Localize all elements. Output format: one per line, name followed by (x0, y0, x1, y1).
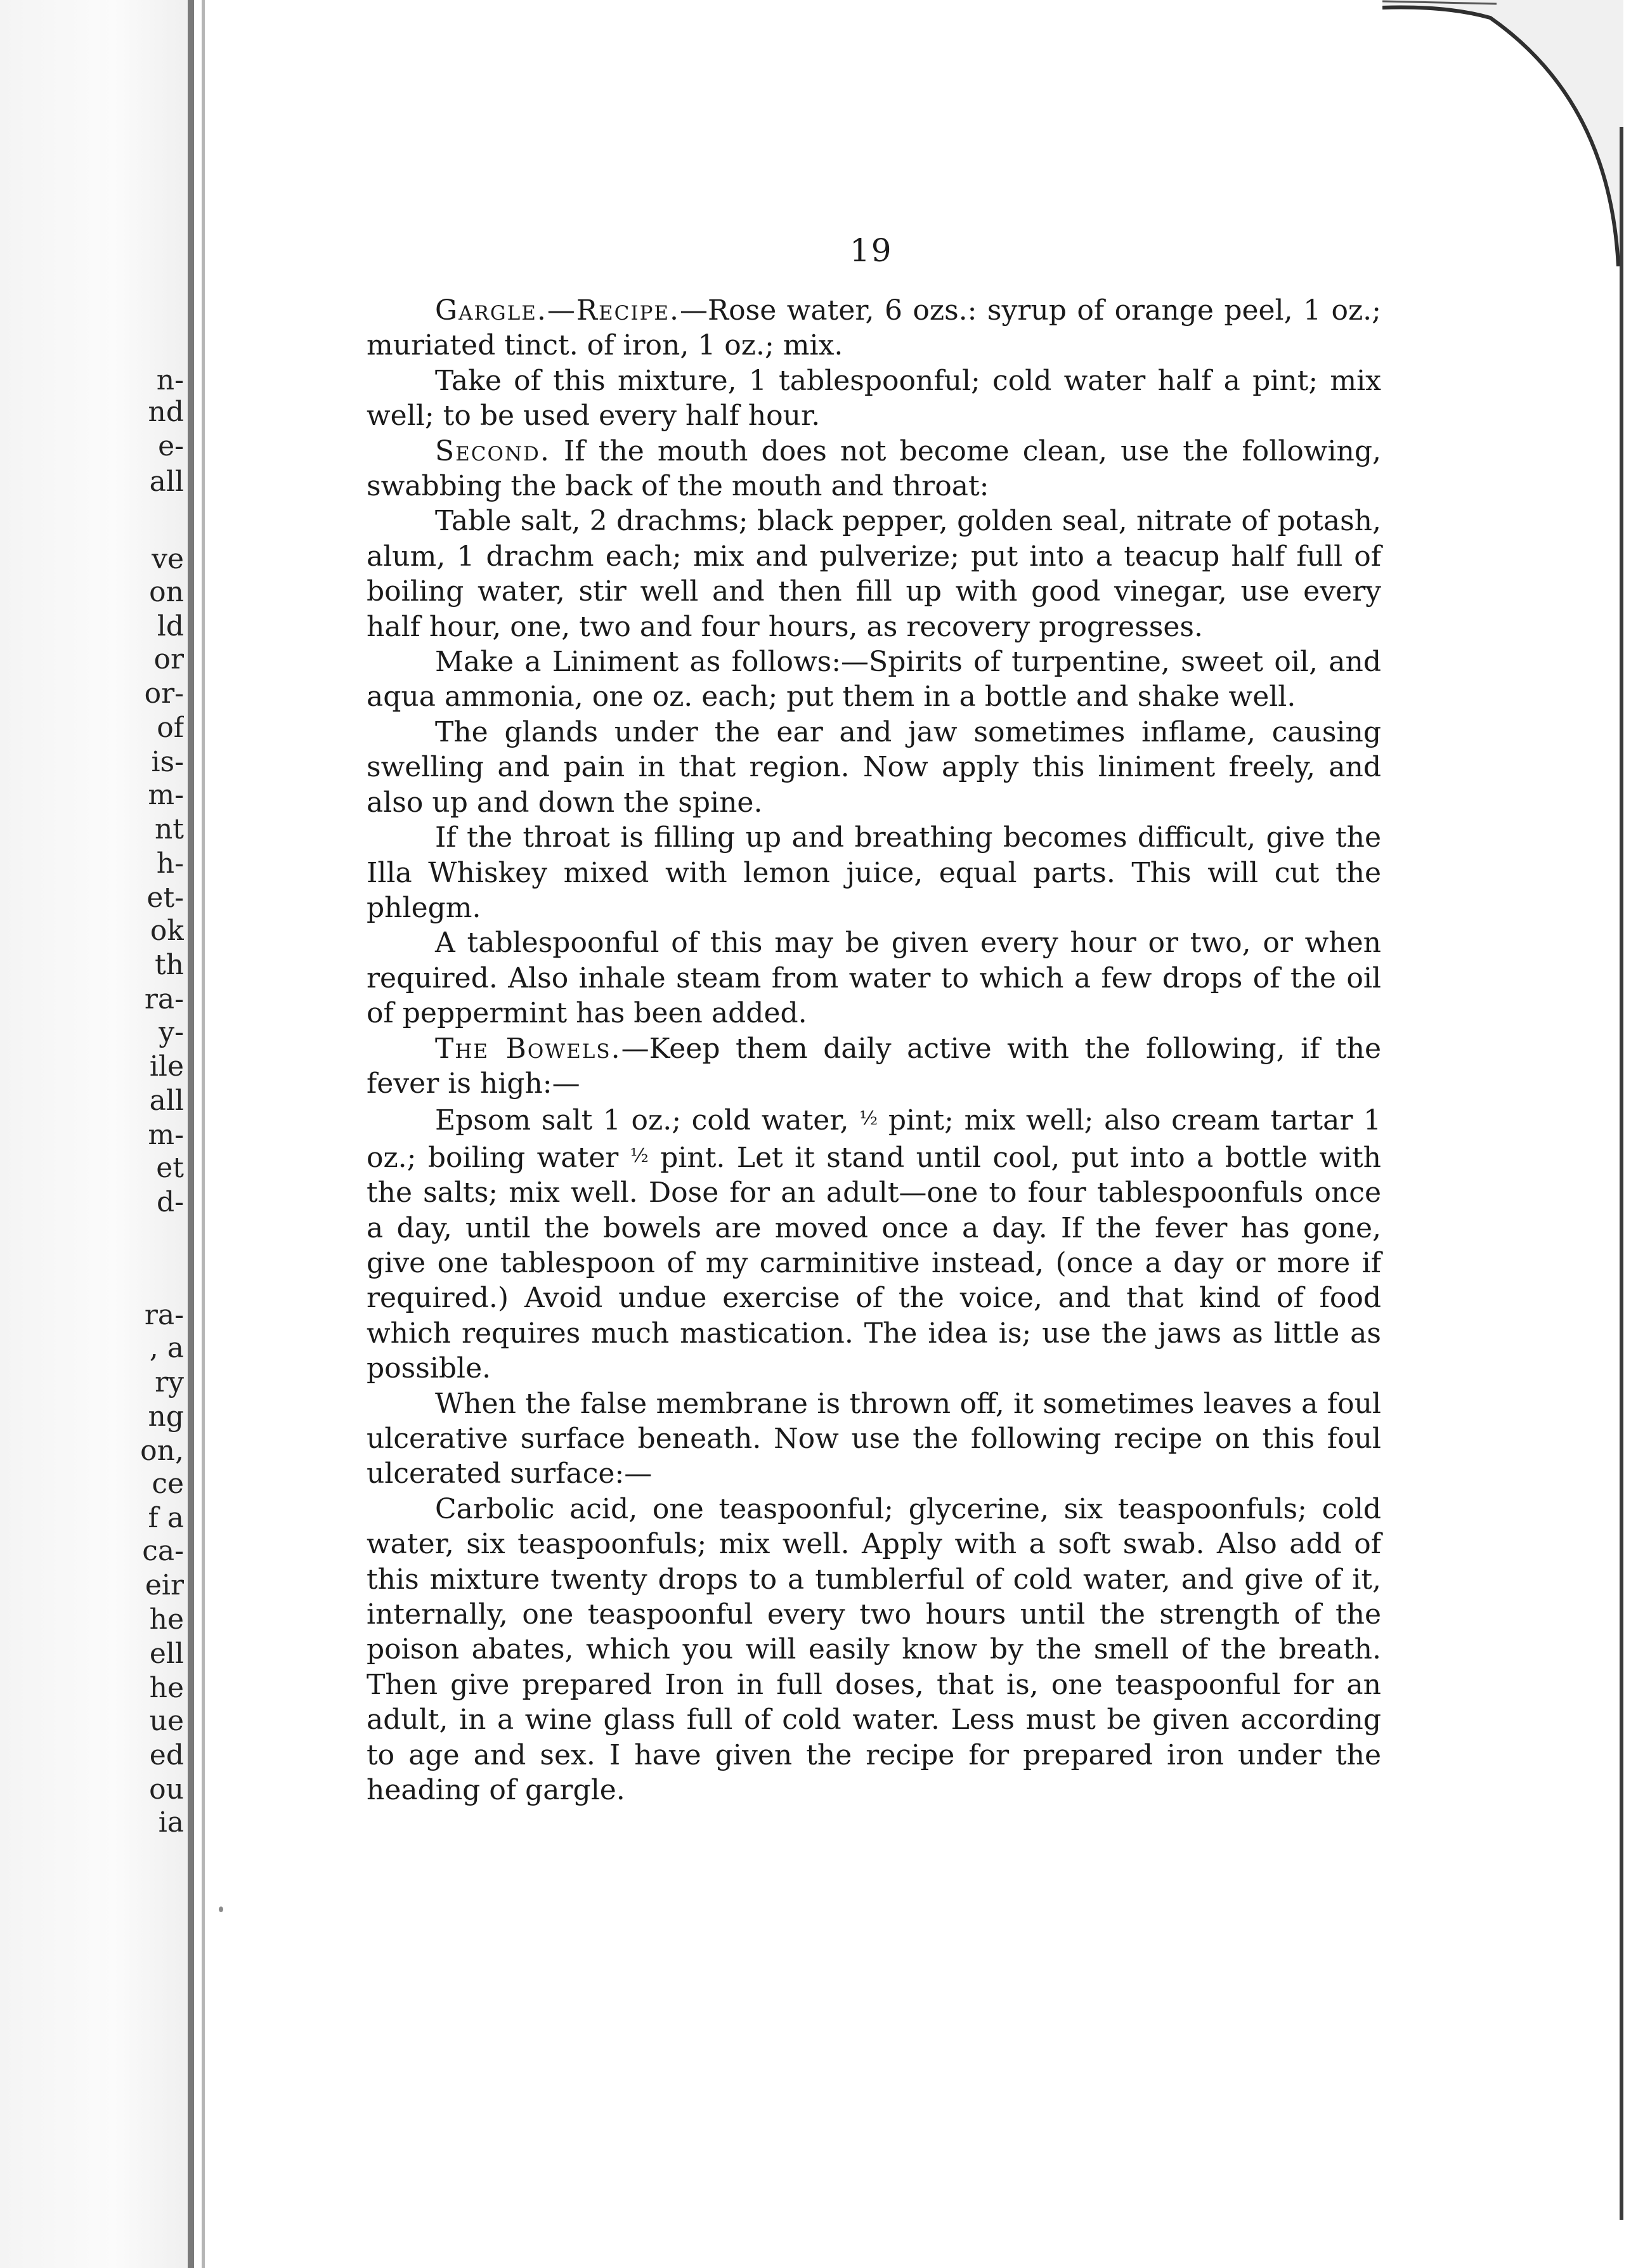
previous-page-fragment (0, 0, 184, 2268)
fragment-text: ng (148, 1400, 184, 1433)
paragraph-text: —Rose water, 6 ozs.: syrup of orange peel, 1 oz.; muriated tinct. of iron, 1 oz.; mix. (367, 294, 1381, 362)
binding-edge-dark (188, 0, 194, 2268)
paragraph-text: Take of this mixture, 1 tablespoonful; cold water half a pint; mix well; to be used every half hour. (367, 364, 1381, 433)
paragraph (367, 363, 1381, 434)
fragment-text: et (156, 1152, 184, 1184)
fragment-text: all (149, 466, 184, 498)
fragment-text: he (149, 1672, 184, 1704)
paragraph (367, 820, 1381, 925)
section-heading: Second. (435, 434, 550, 467)
fragment-text: ra- (144, 1299, 184, 1331)
fragment-text: ia (158, 1806, 184, 1839)
fragment-text: et- (146, 882, 184, 914)
paragraph-text: If the throat is filling up and breathing becomes difficult, give the Illa Whiskey mixed with lemon juice, equal parts. This will cut the phlegm. (367, 821, 1381, 924)
scan-speck (219, 1906, 223, 1912)
paragraph (367, 293, 1381, 363)
paragraph (367, 1101, 1381, 1386)
paragraph-text: If the mouth does not become clean, use the following, swabbing the back of the mouth and throat: (367, 434, 1381, 503)
paragraph (367, 644, 1381, 715)
binding-edge-light (202, 0, 205, 2268)
fraction: ½ (859, 1107, 878, 1130)
paragraph-text: pint. Let it stand until cool, put into a bottle with the salts; mix well. Dose for an adult—one to four tablespoonfuls once a day, until the bowels are moved once a day. If the fever has gone, give one tablespoon of my carminitive instead, (once a day or more if required.) Avoid undue exercise of the voice, and that kind of food which requires much mastication. The idea is; use the jaws as little as possible. (367, 1141, 1381, 1385)
fragment-text: eir (145, 1569, 184, 1601)
paragraph-text: When the false membrane is thrown off, it sometimes leaves a foul ulcerative surface beneath. Now use the following recipe on this foul ulcerated surface:— (367, 1387, 1381, 1490)
fragment-text: on, (140, 1435, 184, 1467)
fragment-text: ed (149, 1739, 184, 1771)
paragraph (367, 925, 1381, 1031)
fragment-text: ue (149, 1705, 184, 1737)
fragment-text: d- (156, 1186, 184, 1218)
fragment-text: all (149, 1085, 184, 1117)
fragment-text: or- (144, 677, 184, 710)
fragment-text: ile (149, 1050, 184, 1083)
paragraph (367, 1031, 1381, 1102)
fragment-text: nd (148, 396, 184, 428)
paragraph (367, 1386, 1381, 1492)
fragment-text: ry (155, 1366, 184, 1398)
paragraph (367, 504, 1381, 644)
paragraph-text: —Keep them daily active with the following, if the fever is high:— (367, 1032, 1381, 1100)
page-body-text (367, 293, 1381, 1808)
fraction: ½ (630, 1144, 649, 1167)
fragment-text: of (157, 712, 184, 744)
fragment-text: f a (148, 1502, 184, 1534)
fragment-text: ca- (142, 1535, 184, 1567)
paragraph-text: pint; mix well; also cream tartar 1 oz.; boiling water (367, 1104, 1381, 1174)
page-right-edge (1620, 127, 1623, 2220)
fragment-text: nt (154, 813, 184, 845)
fragment-text: on (149, 576, 184, 608)
fragment-text: , a (149, 1332, 184, 1364)
fragment-text: th (154, 949, 184, 981)
paragraph-text: The glands under the ear and jaw sometimes inflame, causing swelling and pain in that region. Now apply this liniment freely, and also up and down the spine. (367, 715, 1381, 819)
section-heading: Gargle.—Recipe. (435, 294, 680, 327)
fragment-text: m- (148, 779, 184, 811)
page-number: 19 (850, 232, 893, 269)
fragment-text: ell (149, 1638, 184, 1670)
fragment-text: ld (157, 610, 184, 642)
section-heading: The Bowels. (435, 1032, 621, 1065)
page-corner-curl (1382, 0, 1623, 266)
paragraph (367, 1492, 1381, 1808)
fragment-text: h- (156, 847, 184, 880)
paragraph-text: Table salt, 2 drachms; black pepper, golden seal, nitrate of potash, alum, 1 drachm each; mix and pulverize; put into a teacup half full of boiling water, stir well and then fill up with good vinegar, use every half hour, one, two and four hours, as recovery progresses. (367, 505, 1381, 643)
fragment-text: n- (156, 364, 184, 396)
fragment-text: or (153, 643, 184, 675)
fragment-text: ok (150, 915, 184, 947)
fragment-text: ce (152, 1468, 184, 1500)
fragment-text: he (149, 1603, 184, 1636)
fragment-text: ra- (144, 983, 184, 1015)
fragment-text: is- (151, 746, 184, 778)
paragraph-text: Carbolic acid, one teaspoonful; glycerine, six teaspoonfuls; cold water, six teaspoonfuls; mix well. Apply with a soft swab. Also add of this mixture twenty drops to a tumblerful of cold water, and give of it, internally, one teaspoonful every two hours until the strength of the poison abates, which you will easily know by the smell of the breath. Then give prepared Iron in full doses, that is, one teaspoonful for an adult, in a wine glass full of cold water. Less must be given according to age and sex. I have given the recipe for prepared iron under the heading of gargle. (367, 1492, 1381, 1807)
fragment-text: y- (159, 1016, 184, 1048)
paragraph (367, 715, 1381, 820)
fragment-text: ve (152, 543, 184, 575)
fragment-text: ou (149, 1773, 184, 1806)
paragraph-text: Epsom salt 1 oz.; cold water, (435, 1104, 860, 1137)
fragment-text: m- (148, 1119, 184, 1151)
paragraph-text: Make a Liniment as follows:—Spirits of turpentine, sweet oil, and aqua ammonia, one oz. each; put them in a bottle and shake well. (367, 646, 1381, 714)
paragraph (367, 434, 1381, 504)
paragraph-text: A tablespoonful of this may be given every hour or two, or when required. Also inhale steam from water to which a few drops of the oil of peppermint has been added. (367, 927, 1381, 1030)
fragment-text: e- (158, 430, 184, 462)
